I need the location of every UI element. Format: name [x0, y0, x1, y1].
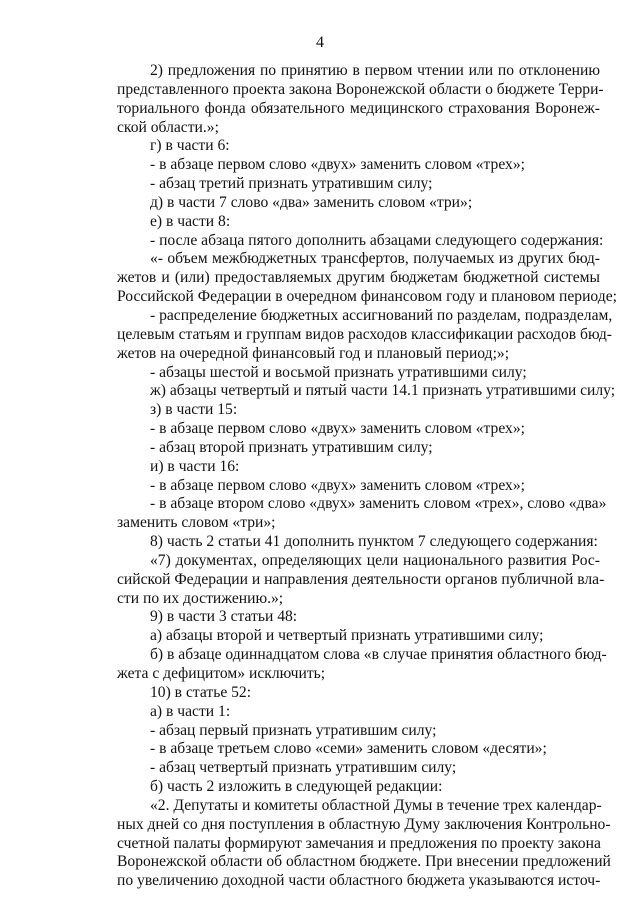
- text-line: сти по их достижению.»;: [117, 589, 284, 607]
- text-line: Воронежской области об областном бюджете. При внесении предложений: [117, 853, 611, 871]
- text-line: - абзац второй признать утратившим силу;: [150, 438, 433, 456]
- text-line: «7) документах, определяющих цели национального развития Рос-: [150, 551, 600, 569]
- text-line: счетной палаты формируют замечания и предложения по проекту закона: [117, 834, 601, 852]
- text-line: жетов на очередной финансовый год и плановый период;»;: [117, 344, 510, 362]
- text-line: - в абзаце первом слово «двух» заменить словом «трех»;: [150, 420, 525, 438]
- text-line: - абзацы шестой и восьмой признать утратившими силу;: [150, 363, 527, 381]
- text-line: - абзац первый признать утратившим силу;: [150, 721, 437, 739]
- text-line: - абзац третий признать утратившим силу;: [150, 175, 433, 193]
- text-line: по увеличению доходной части областного бюджета указываются источ-: [117, 872, 601, 890]
- text-line: - распределение бюджетных ассигнований по разделам, подразделам,: [150, 306, 613, 324]
- text-line: заменить словом «три»;: [117, 514, 276, 532]
- text-line: 8) часть 2 статьи 41 дополнить пунктом 7 следующего содержания:: [150, 533, 598, 551]
- text-line: ж) абзацы четвертый и пятый части 14.1 признать утратившими силу;: [150, 382, 616, 400]
- text-line: д) в части 7 слово «два» заменить словом «три»;: [150, 193, 473, 211]
- text-line: жетов и (или) предоставляемых другим бюджетам бюджетной системы: [117, 269, 600, 287]
- text-line: - после абзаца пятого дополнить абзацами следующего содержания:: [150, 231, 604, 249]
- text-line: сийской Федерации и направления деятельности органов публичной вла-: [117, 570, 605, 588]
- text-line: б) часть 2 изложить в следующей редакции:: [150, 778, 443, 796]
- text-line: е) в части 8:: [150, 212, 231, 230]
- text-line: и) в части 16:: [150, 457, 240, 475]
- text-line: ных дней со дня поступления в областную Думу заключения Контрольно-: [117, 815, 611, 833]
- document-body: [117, 62, 617, 891]
- text-line: представленного проекта закона Воронежской области о бюджете Терри-: [117, 80, 604, 98]
- text-line: - в абзаце первом слово «двух» заменить словом «трех»;: [150, 156, 525, 174]
- text-line: з) в части 15:: [150, 401, 238, 419]
- text-line: «- объем межбюджетных трансфертов, получаемых из других бюд-: [150, 250, 600, 268]
- text-line: Российской Федерации в очередном финансовом году и плановом периоде;: [117, 288, 617, 306]
- text-line: ской области.»;: [117, 118, 219, 136]
- text-line: - в абзаце втором слово «двух» заменить словом «трех», слово «два»: [150, 495, 607, 513]
- text-line: а) абзацы второй и четвертый признать утратившими силу;: [150, 627, 544, 645]
- text-line: 10) в статье 52:: [150, 683, 252, 701]
- page-number: 4: [316, 34, 324, 51]
- text-line: жета с дефицитом» исключить;: [117, 665, 326, 682]
- text-line: 9) в части 3 статьи 48:: [150, 608, 298, 626]
- text-line: а) в части 1:: [150, 702, 231, 720]
- text-line: г) в части 6:: [150, 137, 230, 155]
- text-line: «2. Депутаты и комитеты областной Думы в течение трех календар-: [150, 796, 602, 814]
- text-line: - абзац четвертый признать утратившим силу;: [150, 759, 457, 777]
- text-line: 2) предложения по принятию в первом чтении или по отклонению: [150, 62, 600, 79]
- text-line: - в абзаце первом слово «двух» заменить словом «трех»;: [150, 476, 525, 494]
- text-line: ториального фонда обязательного медицинского страхования Воронеж-: [117, 99, 600, 117]
- text-line: - в абзаце третьем слово «семи» заменить словом «десяти»;: [150, 740, 547, 758]
- text-line: б) в абзаце одиннадцатом слова «в случае принятия областного бюд-: [150, 646, 607, 664]
- text-line: целевым статьям и группам видов расходов классификации расходов бюд-: [117, 325, 612, 343]
